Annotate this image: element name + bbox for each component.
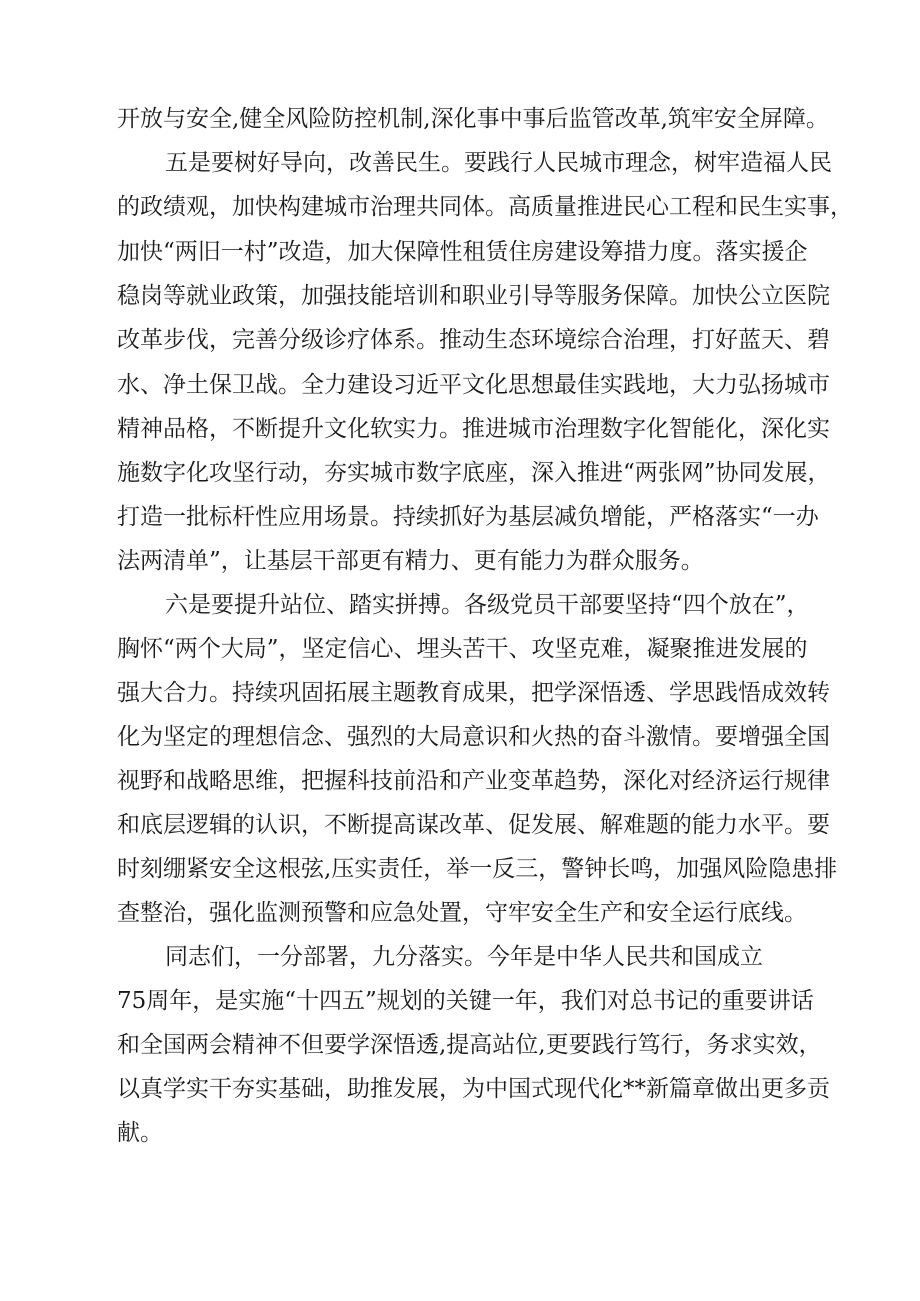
text-line: 胸怀“两个大局”，坚定信心、埋头苦干、攻坚克难，凝聚推进发展的 [117,636,808,662]
text-line: 精神品格，不断提升文化软实力。推进城市治理数字化智能化，深化实 [117,416,830,442]
text-line: 改革步伐，完善分级诊疗体系。推动生态环境综合治理，打好蓝天、碧 [117,327,830,353]
paragraph-start-line: 六是要提升站位、踏实拼搏。各级党员干部要坚持“四个放在”， [165,592,810,618]
text-line: 和底层逻辑的认识，不断提高谋改革、促发展、解难题的能力水平。要 [117,812,830,838]
text-line: 75周年，是实施“十四五”规划的关键一年，我们对总书记的重要讲话 [117,988,814,1014]
text-line: 开放与安全,健全风险防控机制,深化事中事后监管改革,筑牢安全屏障。 [117,106,829,132]
text-line: 查整治，强化监测预警和应急处置，守牢安全生产和安全运行底线。 [117,900,807,926]
text-line: 强大合力。持续巩固拓展主题教育成果，把学深悟透、学思践悟成效转 [117,680,830,706]
text-line: 水、净土保卫战。全力建设习近平文化思想最佳实践地，大力弘扬城市 [117,372,830,398]
text-line: 稳岗等就业政策，加强技能培训和职业引导等服务保障。加快公立医院 [117,283,830,309]
text-line: 和全国两会精神不但要学深悟透,提高站位,更要践行笃行，务求实效， [117,1032,822,1058]
text-line: 献。 [117,1120,163,1146]
text-line: 施数字化攻坚行动，夯实城市数字底座，深入推进“两张网”协同发展， [117,460,831,486]
text-line: 化为坚定的理想信念、强烈的大局意识和火热的奋斗激情。要增强全国 [117,724,830,750]
paragraph-start-line: 五是要树好导向，改善民生。要践行人民城市理念，树牢造福人民 [165,150,832,176]
text-line: 打造一批标杆性应用场景。持续抓好为基层减负增能，严格落实“一办 [117,504,819,530]
text-line: 的政绩观，加快构建城市治理共同体。高质量推进民心工程和民生实事， [117,194,853,220]
text-line: 以真学实干夯实基础，助推发展，为中国式现代化**新篇章做出更多贡 [117,1076,830,1102]
text-line: 视野和战略思维，把握科技前沿和产业变革趋势，深化对经济运行规律 [117,768,830,794]
paragraph-start-line: 同志们，一分部署，九分落实。今年是中华人民共和国成立 [165,944,763,970]
text-line: 加快“两旧一村”改造，加大保障性租赁住房建设筹措力度。落实援企 [117,239,808,265]
text-line: 时刻绷紧安全这根弦,压实责任，举一反三，警钟长鸣，加强风险隐患排 [117,856,838,882]
text-line: 法两清单”，让基层干部更有精力、更有能力为群众服务。 [117,548,704,574]
